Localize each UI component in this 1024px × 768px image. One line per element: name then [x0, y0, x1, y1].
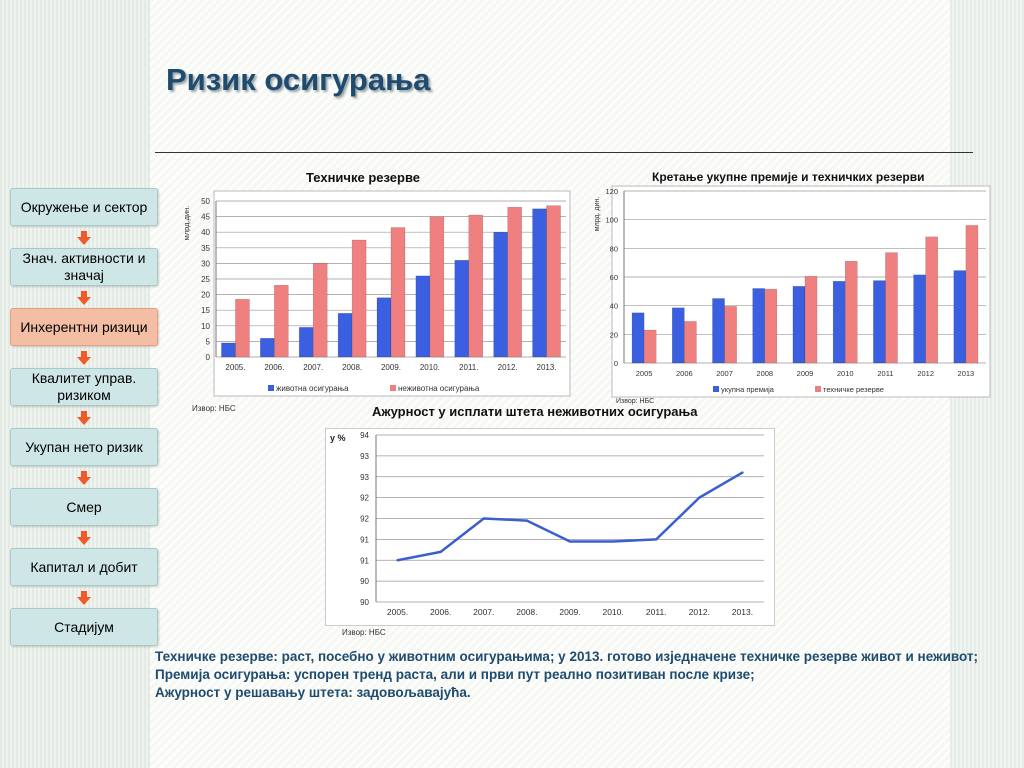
- bar-series2: [845, 261, 857, 363]
- bar-series2: [644, 330, 656, 363]
- y-tick-label: 40: [609, 301, 618, 311]
- bar-series2: [274, 285, 288, 357]
- y-tick-label: 15: [201, 306, 210, 316]
- chart3-title: Ажурност у исплати штета неживотних осигурања: [372, 404, 698, 419]
- chart3-source: Извор: НБС: [342, 628, 386, 637]
- bar-series1: [455, 260, 469, 357]
- data-point: [526, 519, 528, 521]
- y-tick-label: 10: [201, 321, 210, 331]
- x-tick-label: 2013.: [536, 363, 557, 372]
- bar-series1: [753, 288, 765, 363]
- x-tick-label: 2009: [796, 369, 814, 378]
- data-point: [439, 551, 441, 553]
- y-tick-label: 100: [605, 215, 618, 225]
- y-tick-label: 20: [609, 330, 618, 340]
- bar-series2: [235, 299, 249, 357]
- nav-item-neto-rizik[interactable]: [10, 428, 158, 466]
- y-axis-label: у %: [330, 433, 346, 443]
- y-tick-label: 60: [609, 273, 618, 282]
- bar-series1: [494, 232, 508, 357]
- bar-series1: [221, 343, 235, 357]
- page-title: Ризик осигурања: [166, 62, 431, 97]
- data-point: [655, 538, 657, 540]
- x-tick-label: 2009.: [380, 363, 402, 372]
- arrow-down-icon: [77, 231, 91, 245]
- bar-series2: [547, 206, 561, 357]
- nav-item-kapital[interactable]: [10, 548, 158, 586]
- legend-swatch: [713, 386, 719, 392]
- legend-swatch: [815, 386, 821, 392]
- bar-series1: [533, 209, 547, 357]
- x-tick-label: 2011.: [645, 607, 667, 617]
- x-tick-label: 2005: [635, 369, 653, 378]
- chart-frame: [326, 429, 775, 626]
- legend-label: неживотна осигурања: [398, 384, 480, 393]
- bar-series1: [672, 308, 684, 363]
- y-tick-label: 91: [360, 556, 369, 566]
- y-tick-label: 93: [360, 472, 369, 482]
- bar-series1: [338, 313, 352, 357]
- nav-item-okruzenje[interactable]: [10, 188, 158, 226]
- x-tick-label: 2006.: [264, 363, 285, 372]
- x-tick-label: 2008.: [516, 607, 538, 617]
- bar-series1: [873, 281, 885, 363]
- nav-item-label: Окружење и сектор: [20, 198, 148, 215]
- y-tick-label: 5: [205, 337, 210, 347]
- arrow-down-icon: [77, 351, 91, 365]
- nav-item-kvalitet[interactable]: [10, 368, 158, 406]
- bar-series2: [684, 321, 696, 363]
- y-tick-label: 50: [201, 197, 210, 206]
- x-tick-label: 2008: [756, 369, 774, 378]
- x-tick-label: 2013.: [731, 607, 754, 617]
- x-tick-label: 2007: [716, 369, 733, 378]
- nav-item-label: Укупан нето ризик: [25, 438, 143, 455]
- summary-text: [155, 648, 985, 702]
- y-axis-label: млрд.дин.: [182, 205, 191, 241]
- y-axis-label: млрд. дин.: [594, 196, 601, 232]
- x-tick-label: 2011.: [459, 363, 479, 372]
- arrow-down-icon: [77, 471, 91, 485]
- nav-item-label: Квалитет управ. ризиком: [31, 370, 137, 403]
- nav-item-stadijum[interactable]: [10, 608, 158, 646]
- x-tick-label: 2012.: [688, 607, 710, 617]
- nav-item-inherentni-rizici[interactable]: [10, 308, 158, 346]
- x-tick-label: 2005.: [225, 363, 246, 372]
- data-point: [612, 540, 614, 542]
- bar-series2: [469, 215, 483, 357]
- chart1-source: Извор: НБС: [192, 404, 236, 413]
- summary-line: Техничке резерве: раст, посебно у животним осигурањима; у 2013. готово изједначене техничке резерве живот и неживот;: [155, 649, 979, 664]
- x-tick-label: 2010.: [602, 607, 624, 617]
- y-tick-label: 0: [613, 359, 618, 368]
- bar-series2: [966, 225, 978, 363]
- legend-label: техничке резерве: [823, 385, 884, 394]
- data-point: [396, 559, 398, 561]
- legend-swatch: [268, 385, 274, 391]
- summary-line: Премија осигурања: успорен тренд раста, али и први пут реално позитиван после кризе;: [155, 667, 755, 682]
- x-tick-label: 2010.: [419, 363, 440, 372]
- chart-premium-reserves: [588, 184, 993, 399]
- arrow-down-icon: [77, 531, 91, 545]
- y-tick-label: 20: [201, 290, 210, 300]
- nav-item-label: Инхерентни ризици: [20, 318, 148, 335]
- bar-series2: [765, 289, 777, 363]
- y-tick-label: 0: [205, 353, 210, 362]
- legend-label: животна осигурања: [276, 384, 349, 393]
- y-tick-label: 40: [201, 228, 210, 238]
- arrow-down-icon: [77, 591, 91, 605]
- bar-series2: [725, 306, 737, 363]
- bar-series2: [805, 276, 817, 363]
- bar-series1: [793, 286, 805, 363]
- x-tick-label: 2010: [836, 369, 854, 378]
- nav-item-znacaj[interactable]: [10, 248, 158, 286]
- bar-series1: [833, 281, 845, 363]
- x-tick-label: 2013: [957, 369, 975, 378]
- y-tick-label: 91: [360, 535, 369, 545]
- x-tick-label: 2011: [877, 369, 894, 378]
- bar-series1: [299, 327, 313, 357]
- x-tick-label: 2006.: [430, 607, 452, 617]
- y-tick-label: 120: [605, 187, 618, 196]
- y-tick-label: 35: [201, 243, 210, 253]
- x-tick-label: 2006: [675, 369, 693, 378]
- x-tick-label: 2009.: [559, 607, 581, 617]
- chart-technical-reserves: [180, 188, 575, 400]
- bar-series1: [712, 299, 724, 364]
- x-tick-label: 2007.: [473, 607, 495, 617]
- legend-label: укупна премија: [721, 385, 774, 394]
- nav-item-label: Смер: [66, 498, 102, 515]
- x-tick-label: 2007.: [303, 363, 324, 372]
- y-tick-label: 25: [201, 275, 210, 284]
- title-divider: [155, 152, 973, 153]
- chart-claims-timeliness: [325, 428, 775, 626]
- y-tick-label: 92: [360, 514, 369, 524]
- y-tick-label: 94: [360, 431, 369, 440]
- nav-item-smer[interactable]: [10, 488, 158, 526]
- summary-line: Ажурност у решавању штета: задовољавајућа.: [155, 685, 471, 700]
- y-tick-label: 93: [360, 451, 369, 461]
- x-tick-label: 2008.: [342, 363, 363, 372]
- y-tick-label: 80: [609, 244, 618, 254]
- bar-series1: [377, 298, 391, 357]
- bar-series2: [885, 253, 897, 363]
- nav-item-label: Стадијум: [54, 618, 114, 635]
- x-tick-label: 2012: [917, 369, 935, 378]
- x-tick-label: 2005.: [386, 607, 409, 617]
- y-tick-label: 92: [360, 493, 369, 503]
- chart2-title: Кретање укупне премије и техничких резерви: [652, 170, 925, 184]
- y-tick-label: 90: [360, 598, 369, 607]
- bar-series1: [914, 275, 926, 363]
- arrow-down-icon: [77, 411, 91, 425]
- bar-series2: [352, 240, 366, 357]
- legend-swatch: [390, 385, 396, 391]
- chart1-title: Техничке резерве: [306, 170, 421, 185]
- bar-series2: [508, 207, 522, 357]
- bar-series1: [632, 313, 644, 363]
- bar-series2: [313, 263, 327, 357]
- bar-series2: [926, 237, 938, 363]
- y-tick-label: 30: [201, 259, 210, 269]
- bar-series1: [416, 276, 430, 357]
- data-point: [698, 496, 700, 498]
- y-tick-label: 45: [201, 212, 210, 222]
- arrow-down-icon: [77, 291, 91, 305]
- bar-series2: [430, 217, 444, 357]
- x-tick-label: 2012.: [497, 363, 518, 372]
- data-point: [569, 540, 571, 542]
- data-point: [741, 471, 743, 473]
- nav-item-label: Знач. активности и значај: [22, 250, 146, 283]
- chart2-source: Извор: НБС: [616, 398, 655, 405]
- bar-series1: [260, 338, 274, 357]
- bar-series2: [391, 228, 405, 357]
- data-point: [483, 517, 485, 519]
- bar-series1: [954, 271, 966, 363]
- nav-item-label: Капитал и добит: [30, 558, 138, 575]
- y-tick-label: 90: [360, 577, 369, 587]
